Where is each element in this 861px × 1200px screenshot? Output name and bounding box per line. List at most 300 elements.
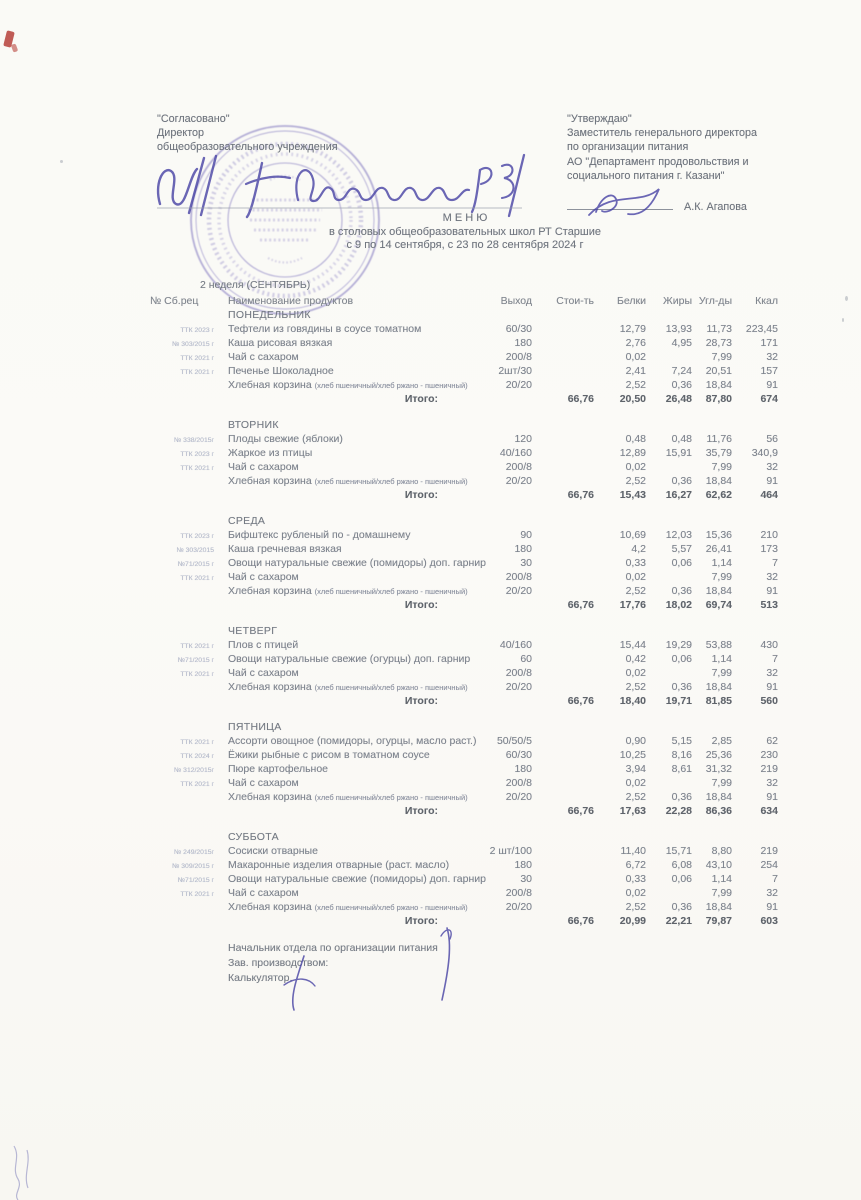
- total-cost-value: 66,76: [567, 695, 594, 707]
- portion-out: 20/20: [505, 585, 532, 597]
- protein-value: 2,52: [625, 475, 646, 487]
- portion-out: 20/20: [505, 379, 532, 391]
- kcal-value: 430: [760, 639, 778, 651]
- total-carbs-value: 86,36: [705, 805, 732, 817]
- recipe-code: № 338/2015г: [173, 437, 214, 444]
- total-kcal-value: 674: [760, 393, 778, 405]
- kcal-value: 91: [766, 901, 778, 913]
- dish-name: Сосиски отварные: [228, 845, 318, 857]
- protein-value: 10,69: [619, 529, 646, 541]
- title-line-menu: М Е Н Ю: [442, 212, 488, 224]
- recipe-code: № 303/2015: [176, 547, 214, 554]
- portion-out: 30: [520, 873, 532, 885]
- dish-name: Плоды свежие (яблоки): [228, 433, 343, 445]
- carbs-value: 11,76: [706, 433, 732, 445]
- menu-row: [150, 900, 830, 914]
- protein-value: 3,94: [625, 763, 646, 775]
- dish-name: Хлебная корзина (хлеб пшеничный/хлеб ржано - пшеничный): [228, 585, 468, 597]
- days-container: [150, 308, 830, 928]
- carbs-value: 35,79: [705, 447, 732, 459]
- recipe-code: ТТК 2021 г: [180, 465, 214, 472]
- approval-right-line: АО "Департамент продовольствия и: [567, 155, 749, 168]
- total-carbs-value: 81,85: [705, 695, 732, 707]
- document-title: [150, 212, 780, 253]
- menu-row: [150, 734, 830, 748]
- total-row: [150, 694, 830, 708]
- menu-row: [150, 666, 830, 680]
- day-block: [150, 830, 830, 928]
- protein-value: 4,2: [631, 543, 646, 555]
- header-product-name: Наименование продуктов: [228, 295, 354, 307]
- kcal-value: 32: [766, 777, 778, 789]
- recipe-code: ТТК 2023 г: [180, 327, 214, 334]
- carbs-value: 7,99: [711, 461, 732, 473]
- protein-value: 0,33: [625, 557, 646, 569]
- carbs-value: 7,99: [711, 887, 732, 899]
- recipe-code: ТТК 2021 г: [180, 643, 214, 650]
- kcal-value: 340,9: [751, 447, 778, 459]
- kcal-value: 219: [760, 845, 778, 857]
- header-protein: Белки: [617, 295, 646, 307]
- total-label: Итого:: [404, 915, 438, 927]
- fat-value: 15,71: [665, 845, 692, 857]
- fat-value: 0,06: [671, 873, 692, 885]
- menu-row: [150, 432, 830, 446]
- fat-value: 0,36: [671, 475, 692, 487]
- approval-left-block: [157, 112, 407, 155]
- total-kcal-value: 634: [760, 805, 778, 817]
- carbs-value: 28,73: [705, 337, 732, 349]
- portion-out: 200/8: [505, 351, 532, 363]
- fat-value: 0,36: [671, 791, 692, 803]
- kcal-value: 7: [772, 873, 778, 885]
- kcal-value: 32: [766, 667, 778, 679]
- recipe-code: ТТК 2021 г: [180, 739, 214, 746]
- carbs-value: 7,99: [711, 351, 732, 363]
- portion-out: 40/160: [499, 639, 532, 651]
- kcal-value: 7: [772, 557, 778, 569]
- menu-row: [150, 776, 830, 790]
- kcal-value: 91: [766, 791, 778, 803]
- day-header: ЧЕТВЕРГ: [228, 625, 278, 637]
- dish-name: Ёжики рыбные с рисом в томатном соусе: [228, 749, 430, 761]
- dish-name: Чай с сахаром: [228, 667, 299, 679]
- portion-out: 200/8: [505, 887, 532, 899]
- dish-name-note: (хлеб пшеничный/хлеб ржано - пшеничный): [314, 903, 468, 912]
- kcal-value: 7: [772, 653, 778, 665]
- kcal-value: 219: [760, 763, 778, 775]
- menu-row: [150, 638, 830, 652]
- kcal-value: 223,45: [745, 323, 778, 335]
- total-kcal-value: 603: [760, 915, 778, 927]
- edge-red-mark: [11, 43, 18, 52]
- carbs-value: 18,84: [705, 791, 732, 803]
- carbs-value: 31,32: [705, 763, 732, 775]
- carbs-value: 8,80: [711, 845, 732, 857]
- recipe-code: №71/2015 г: [177, 657, 214, 664]
- portion-out: 120: [514, 433, 532, 445]
- total-protein-value: 20,99: [619, 915, 646, 927]
- dish-name: Ассорти овощное (помидоры, огурцы, масло раст.): [228, 735, 477, 747]
- dish-name: Тефтели из говядины в соусе томатном: [228, 323, 422, 335]
- total-label: Итого:: [404, 695, 438, 707]
- approval-right-line: Заместитель генерального директора: [567, 127, 758, 140]
- menu-row: [150, 748, 830, 762]
- approval-left-line: "Согласовано": [157, 113, 230, 125]
- protein-value: 0,02: [625, 777, 646, 789]
- fat-value: 0,06: [671, 557, 692, 569]
- total-fat-value: 26,48: [665, 393, 692, 405]
- total-cost-value: 66,76: [567, 915, 594, 927]
- signer-name: А.К. Агапова: [684, 201, 747, 214]
- carbs-value: 1,14: [711, 557, 732, 569]
- approval-right-line: социального питания г. Казани": [567, 169, 725, 182]
- fat-value: 0,36: [671, 379, 692, 391]
- approval-right-line: "Утверждаю": [567, 113, 632, 125]
- portion-out: 40/160: [499, 447, 532, 459]
- fat-value: 19,29: [665, 639, 692, 651]
- fat-value: 13,93: [665, 323, 692, 335]
- menu-table: [150, 278, 830, 928]
- fat-value: 0,36: [671, 585, 692, 597]
- protein-value: 0,90: [625, 735, 646, 747]
- portion-out: 200/8: [505, 461, 532, 473]
- portion-out: 200/8: [505, 777, 532, 789]
- protein-value: 12,89: [619, 447, 646, 459]
- portion-out: 60: [520, 653, 532, 665]
- dish-name: Пюре картофельное: [228, 763, 329, 775]
- carbs-value: 20,51: [705, 365, 732, 377]
- protein-value: 0,33: [625, 873, 646, 885]
- fat-value: 0,36: [671, 901, 692, 913]
- total-fat-value: 19,71: [665, 695, 692, 707]
- carbs-value: 18,84: [705, 379, 732, 391]
- menu-row: [150, 556, 830, 570]
- recipe-code: ТТК 2021 г: [180, 671, 214, 678]
- dish-name: Чай с сахаром: [228, 571, 299, 583]
- protein-value: 10,25: [619, 749, 646, 761]
- protein-value: 2,52: [625, 585, 646, 597]
- menu-row: [150, 680, 830, 694]
- dish-name: Хлебная корзина (хлеб пшеничный/хлеб ржано - пшеничный): [228, 681, 468, 693]
- recipe-code: ТТК 2024 г: [180, 753, 214, 760]
- total-kcal-value: 513: [760, 599, 778, 611]
- dish-name: Каша рисовая вязкая: [228, 337, 333, 349]
- carbs-value: 43,10: [705, 859, 732, 871]
- approval-left-line: общеобразовательного учреждения: [157, 141, 338, 154]
- day-block: [150, 418, 830, 502]
- dish-name: Плов с птицей: [228, 639, 299, 651]
- total-carbs-value: 87,80: [705, 393, 732, 405]
- kcal-value: 91: [766, 475, 778, 487]
- fat-value: 15,91: [665, 447, 692, 459]
- dish-name: Овощи натуральные свежие (помидоры) доп. гарнир: [228, 557, 486, 569]
- portion-out: 60/30: [505, 749, 532, 761]
- approval-right-block: [567, 112, 827, 214]
- menu-row: [150, 872, 830, 886]
- header-recipe-code: № Сб.рец: [150, 295, 199, 307]
- portion-out: 180: [514, 859, 532, 871]
- dish-name-note: (хлеб пшеничный/хлеб ржано - пшеничный): [314, 477, 468, 486]
- recipe-code: ТТК 2021 г: [180, 781, 214, 788]
- portion-out: 200/8: [505, 571, 532, 583]
- day-block: [150, 720, 830, 818]
- recipe-code: № 303/2015 г: [172, 341, 214, 348]
- portion-out: 180: [514, 337, 532, 349]
- total-cost-value: 66,76: [567, 393, 594, 405]
- protein-value: 0,02: [625, 887, 646, 899]
- day-header: СРЕДА: [228, 515, 266, 527]
- header-fat: Жиры: [663, 295, 692, 307]
- total-row: [150, 598, 830, 612]
- total-label: Итого:: [404, 489, 438, 501]
- kcal-value: 230: [760, 749, 778, 761]
- carbs-value: 53,88: [705, 639, 732, 651]
- dish-name: Овощи натуральные свежие (помидоры) доп. гарнир: [228, 873, 486, 885]
- kcal-value: 62: [766, 735, 778, 747]
- scan-speck: [845, 296, 848, 301]
- protein-value: 2,52: [625, 901, 646, 913]
- fat-value: 8,16: [671, 749, 692, 761]
- portion-out: 20/20: [505, 681, 532, 693]
- total-row: [150, 392, 830, 406]
- day-header: СУББОТА: [228, 831, 279, 843]
- kcal-value: 171: [760, 337, 778, 349]
- total-cost-value: 66,76: [567, 489, 594, 501]
- total-carbs-value: 69,74: [705, 599, 732, 611]
- dish-name: Бифштекс рубленый по - домашнему: [228, 529, 411, 541]
- fat-value: 0,06: [671, 653, 692, 665]
- menu-row: [150, 542, 830, 556]
- kcal-value: 91: [766, 585, 778, 597]
- scan-speck: [842, 318, 844, 322]
- day-header: ПЯТНИЦА: [228, 721, 282, 733]
- dish-name: Хлебная корзина (хлеб пшеничный/хлеб ржано - пшеничный): [228, 475, 468, 487]
- kcal-value: 254: [760, 859, 778, 871]
- total-fat-value: 18,02: [665, 599, 692, 611]
- portion-out: 20/20: [505, 791, 532, 803]
- portion-out: 180: [514, 543, 532, 555]
- protein-value: 2,52: [625, 791, 646, 803]
- dish-name: Макаронные изделия отварные (раст. масло): [228, 859, 450, 871]
- approval-right-line: по организации питания: [567, 141, 689, 154]
- dish-name-note: (хлеб пшеничный/хлеб ржано - пшеничный): [314, 587, 468, 596]
- table-header-row: [150, 294, 830, 308]
- carbs-value: 18,84: [705, 475, 732, 487]
- recipe-code: ТТК 2023 г: [180, 451, 214, 458]
- protein-value: 0,42: [625, 653, 646, 665]
- total-protein-value: 17,63: [619, 805, 646, 817]
- total-protein-value: 15,43: [619, 489, 646, 501]
- menu-row: [150, 790, 830, 804]
- recipe-code: ТТК 2021 г: [180, 891, 214, 898]
- menu-row: [150, 378, 830, 392]
- carbs-value: 7,99: [711, 667, 732, 679]
- recipe-code: №71/2015 г: [177, 561, 214, 568]
- menu-row: [150, 858, 830, 872]
- portion-out: 50/50/5: [496, 735, 532, 747]
- protein-value: 0,02: [625, 461, 646, 473]
- menu-row: [150, 762, 830, 776]
- fat-value: 4,95: [671, 337, 692, 349]
- scan-speck: [60, 160, 63, 163]
- recipe-code: №71/2015 г: [177, 877, 214, 884]
- protein-value: 12,79: [619, 323, 646, 335]
- carbs-value: 18,84: [705, 901, 732, 913]
- protein-value: 0,02: [625, 351, 646, 363]
- menu-row: [150, 584, 830, 598]
- total-row: [150, 914, 830, 928]
- total-fat-value: 16,27: [665, 489, 692, 501]
- dish-name: Печенье Шоколадное: [228, 365, 334, 377]
- header-cost: Стои-ть: [556, 295, 594, 307]
- kcal-value: 32: [766, 461, 778, 473]
- header-portion: Выход: [500, 295, 532, 307]
- protein-value: 2,41: [625, 365, 646, 377]
- recipe-code: ТТК 2023 г: [180, 533, 214, 540]
- total-carbs-value: 62,62: [705, 489, 732, 501]
- menu-row: [150, 844, 830, 858]
- menu-row: [150, 474, 830, 488]
- menu-row: [150, 364, 830, 378]
- footer-line-production-manager: Зав. производством:: [228, 957, 329, 969]
- carbs-value: 18,84: [705, 585, 732, 597]
- protein-value: 6,72: [625, 859, 646, 871]
- day-block: [150, 308, 830, 406]
- dish-name: Овощи натуральные свежие (огурцы) доп. гарнир: [228, 653, 471, 665]
- dish-name: Чай с сахаром: [228, 777, 299, 789]
- dish-name-note: (хлеб пшеничный/хлеб ржано - пшеничный): [314, 683, 468, 692]
- portion-out: 90: [520, 529, 532, 541]
- kcal-value: 56: [766, 433, 778, 445]
- portion-out: 30: [520, 557, 532, 569]
- dish-name-note: (хлеб пшеничный/хлеб ржано - пшеничный): [314, 793, 468, 802]
- fat-value: 5,15: [671, 735, 692, 747]
- carbs-value: 26,41: [705, 543, 732, 555]
- portion-out: 2 шт/100: [489, 845, 532, 857]
- protein-value: 11,40: [620, 845, 646, 857]
- kcal-value: 32: [766, 351, 778, 363]
- total-row: [150, 804, 830, 818]
- menu-row: [150, 446, 830, 460]
- recipe-code: № 309/2015 г: [172, 863, 214, 870]
- dish-name-note: (хлеб пшеничный/хлеб ржано - пшеничный): [314, 381, 468, 390]
- protein-value: 15,44: [619, 639, 646, 651]
- menu-row: [150, 322, 830, 336]
- total-protein-value: 20,50: [619, 393, 646, 405]
- protein-value: 2,52: [625, 379, 646, 391]
- total-label: Итого:: [404, 805, 438, 817]
- dish-name: Чай с сахаром: [228, 351, 299, 363]
- kcal-value: 32: [766, 571, 778, 583]
- fat-value: 8,61: [671, 763, 692, 775]
- signature-line: [567, 199, 673, 210]
- menu-row: [150, 460, 830, 474]
- carbs-value: 25,36: [705, 749, 732, 761]
- dish-name: Чай с сахаром: [228, 461, 299, 473]
- total-fat-value: 22,28: [665, 805, 692, 817]
- recipe-code: ТТК 2021 г: [180, 369, 214, 376]
- recipe-code: ТТК 2021 г: [180, 575, 214, 582]
- kcal-value: 32: [766, 887, 778, 899]
- dish-name: Чай с сахаром: [228, 887, 299, 899]
- kcal-value: 210: [760, 529, 778, 541]
- fat-value: 0,48: [671, 433, 692, 445]
- day-header: ВТОРНИК: [228, 419, 279, 431]
- portion-out: 180: [514, 763, 532, 775]
- carbs-value: 18,84: [705, 681, 732, 693]
- carbs-value: 1,14: [711, 653, 732, 665]
- protein-value: 2,52: [625, 681, 646, 693]
- kcal-value: 91: [766, 379, 778, 391]
- fat-value: 7,24: [671, 365, 692, 377]
- footer-line-head-of-dept: Начальник отдела по организации питания: [228, 942, 438, 954]
- day-block: [150, 624, 830, 708]
- protein-value: 0,48: [625, 433, 646, 445]
- approval-left-line: Директор: [157, 127, 205, 140]
- header-kcal: Ккал: [755, 295, 778, 307]
- carbs-value: 2,85: [711, 735, 732, 747]
- footer-block: [228, 941, 438, 986]
- header-carbs: Угл-ды: [698, 295, 732, 307]
- title-line-audience: в столовых общеобразовательных школ РТ Старшие: [328, 225, 602, 238]
- menu-row: [150, 652, 830, 666]
- total-label: Итого:: [404, 599, 438, 611]
- total-cost-value: 66,76: [567, 599, 594, 611]
- carbs-value: 7,99: [711, 777, 732, 789]
- recipe-code: ТТК 2021 г: [180, 355, 214, 362]
- total-cost-value: 66,76: [567, 805, 594, 817]
- total-label: Итого:: [404, 393, 438, 405]
- protein-value: 2,76: [625, 337, 646, 349]
- carbs-value: 11,73: [706, 323, 732, 335]
- menu-row: [150, 570, 830, 584]
- fat-value: 5,57: [671, 543, 692, 555]
- total-kcal-value: 464: [760, 489, 778, 501]
- dish-name: Хлебная корзина (хлеб пшеничный/хлеб ржано - пшеничный): [228, 791, 468, 803]
- fat-value: 6,08: [671, 859, 692, 871]
- dish-name: Каша гречневая вязкая: [228, 543, 342, 555]
- carbs-value: 15,36: [705, 529, 732, 541]
- menu-row: [150, 886, 830, 900]
- dish-name: Хлебная корзина (хлеб пшеничный/хлеб ржано - пшеничный): [228, 379, 468, 391]
- protein-value: 0,02: [625, 667, 646, 679]
- total-row: [150, 488, 830, 502]
- portion-out: 2шт/30: [498, 365, 532, 377]
- total-kcal-value: 560: [760, 695, 778, 707]
- recipe-code: № 249/2015г: [173, 849, 214, 856]
- total-protein-value: 17,76: [619, 599, 646, 611]
- dish-name: Хлебная корзина (хлеб пшеничный/хлеб ржано - пшеничный): [228, 901, 468, 913]
- carbs-value: 7,99: [711, 571, 732, 583]
- footer-line-calculator: Калькулятор.: [228, 972, 293, 984]
- week-label: 2 неделя (СЕНТЯБРЬ): [200, 279, 311, 291]
- total-carbs-value: 79,87: [705, 915, 732, 927]
- total-fat-value: 22,21: [665, 915, 692, 927]
- kcal-value: 157: [760, 365, 778, 377]
- fat-value: 0,36: [671, 681, 692, 693]
- fat-value: 12,03: [665, 529, 692, 541]
- carbs-value: 1,14: [711, 873, 732, 885]
- menu-row: [150, 528, 830, 542]
- title-line-dates: с 9 по 14 сентября, с 23 по 28 сентября 2024 г: [346, 239, 584, 252]
- menu-row: [150, 336, 830, 350]
- menu-row: [150, 350, 830, 364]
- day-block: [150, 514, 830, 612]
- portion-out: 200/8: [505, 667, 532, 679]
- recipe-code: № 312/2015г: [173, 767, 214, 774]
- day-header: ПОНЕДЕЛЬНИК: [228, 309, 311, 321]
